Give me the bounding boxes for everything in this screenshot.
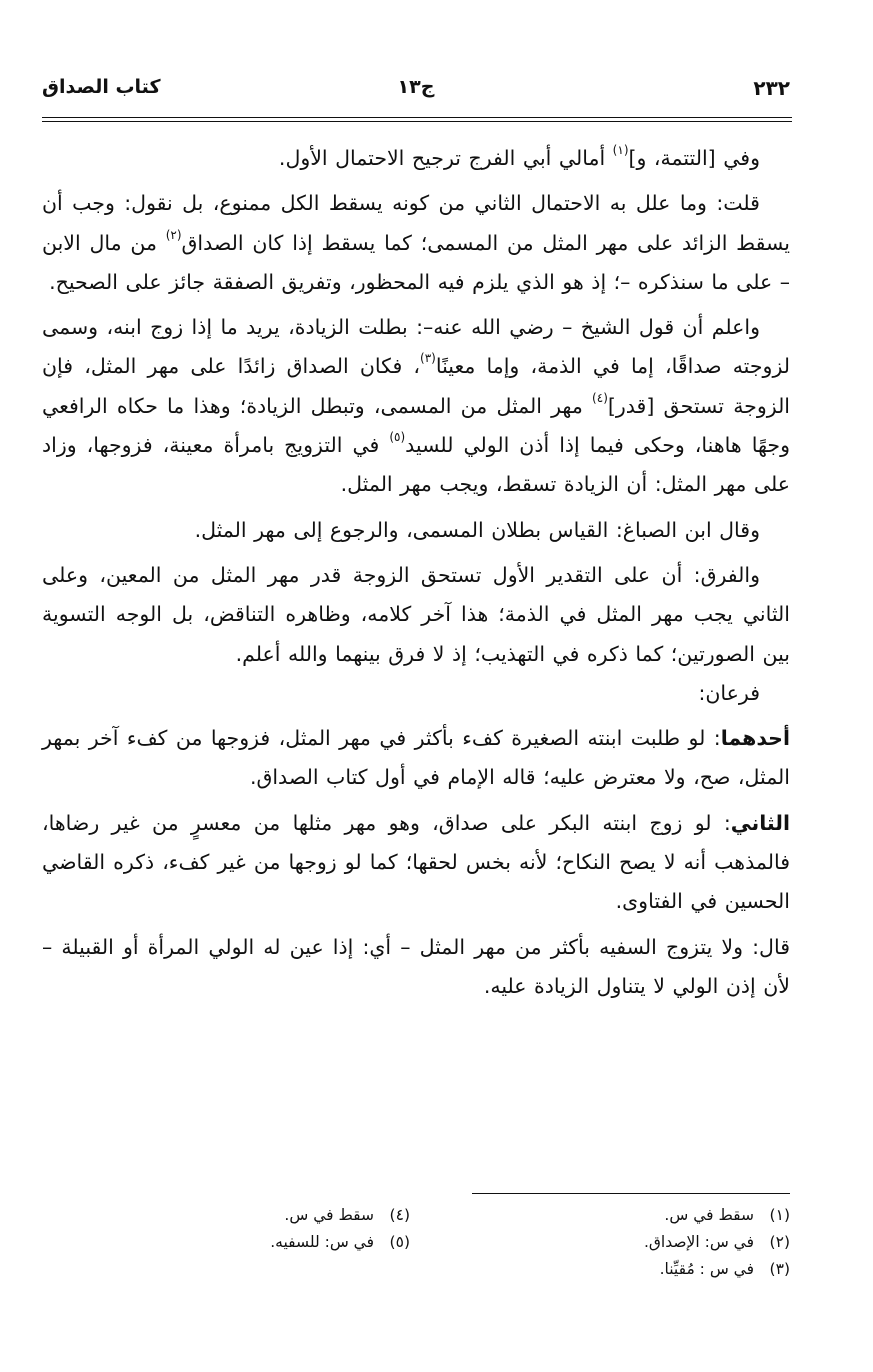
paragraph: والفرق: أن على التقدير الأول تستحق الزوجة قدر مهر المثل من المعين، وعلى الثاني يجب مهر المثل في الذمة؛ هذا آخر كلامه، وظاهره التناقض، بل الوجه التسوية بين الصورتين؛ كما ذكره في التهذيب؛ إذ لا فرق بينهما والله أعلم.: [42, 562, 790, 666]
footnote-text: في س: الإصداق.: [643, 1233, 754, 1251]
footnote-rule: [472, 1193, 790, 1194]
footnotes: [230, 1202, 790, 1292]
running-header: [42, 76, 790, 112]
footnote-number: (١): [769, 1206, 790, 1224]
footnote: [270, 1229, 410, 1256]
volume-label: ج١٣: [397, 76, 435, 98]
footnote-text: في س: للسفيه.: [270, 1233, 374, 1251]
footnote: [644, 1256, 790, 1283]
paragraph: الثاني: لو زوج ابنته البكر على صداق، وهو مهر مثلها من معسرٍ من غير رضاها، فالمذهب أنه لا يصح النكاح؛ لأنه بخس لحقها؛ كما لو زوجها من غير كفء، ذكره القاضي الحسين في الفتاوى.: [42, 810, 790, 914]
footnote-column-right: [644, 1202, 790, 1283]
paragraph: وقال ابن الصباغ: القياس بطلان المسمى، والرجوع إلى مهر المثل.: [194, 517, 760, 542]
main-text: [42, 139, 790, 1006]
footnote-number: (٣): [769, 1260, 790, 1278]
paragraph: واعلم أن قول الشيخ – رضي الله عنه–: بطلت الزيادة، يريد ما إذا زوج ابنه، وسمى لزوجته صداقًا، إما في الذمة، وإما معينًا$^{(٣)}$، فكان الصداق زائدًا على مهر المثل، فإن الزوجة تستحق [قدر]$^{(٤)}$ مهر المثل من المسمى، وتبطل الزيادة؛ وهذا ما حكاه الرافعي وجهًا هاهنا، وحكى فيما إذا أذن الولي للسيد$^{(٥)}$ في التزويج بامرأة معينة، فزوجها، وزاد على مهر المثل: أن الزيادة تسقط، ويجب مهر المثل.: [42, 315, 791, 497]
footnote-text: في س : مُقيِّنا.: [659, 1260, 754, 1278]
footnote-number: (٢): [769, 1233, 790, 1251]
footnote-column-left: [270, 1202, 410, 1256]
footnote: [644, 1229, 790, 1256]
header-rule-thick: [42, 117, 792, 118]
paragraph: قال: ولا يتزوج السفيه بأكثر من مهر المثل – أي: إذا عين له الولي المرأة أو القبيلة – لأن إذن الولي لا يتناول الزيادة عليه.: [42, 934, 790, 998]
section-heading: فرعان:: [698, 680, 760, 705]
paragraph: قلت: وما علل به الاحتمال الثاني من كونه يسقط الكل ممنوع، بل نقول: وجب أن يسقط الزائد على مهر المثل من المسمى؛ كما يسقط إذا كان الصداق$^{(٢)}$ من مال الابن – على ما سنذكره –؛ إذ هو الذي يلزم فيه المحظور، وتفريق الصفقة جائز على الصحيح.: [42, 191, 790, 294]
footnote: [270, 1202, 410, 1229]
footnote-number: (٤): [389, 1206, 410, 1224]
footnote-text: سقط في س.: [284, 1206, 374, 1224]
footnote-text: سقط في س.: [664, 1206, 754, 1224]
paragraph: أحدهما: لو طلبت ابنته الصغيرة كفء بأكثر في مهر المثل، فزوجها من كفء آخر بمهر المثل، صح، ولا معترض عليه؛ قاله الإمام في أول كتاب الصداق.: [42, 726, 790, 790]
header-rule-thin: [42, 121, 792, 122]
book-title: كتاب الصداق: [42, 76, 161, 98]
footnote: [644, 1202, 790, 1229]
footnote-number: (٥): [389, 1233, 410, 1251]
paragraph: وفي [التتمة، و]$^{(١)}$ أمالي أبي الفرج ترجيح الاحتمال الأول.: [278, 143, 760, 170]
page-number: ٢٣٢: [753, 76, 790, 100]
